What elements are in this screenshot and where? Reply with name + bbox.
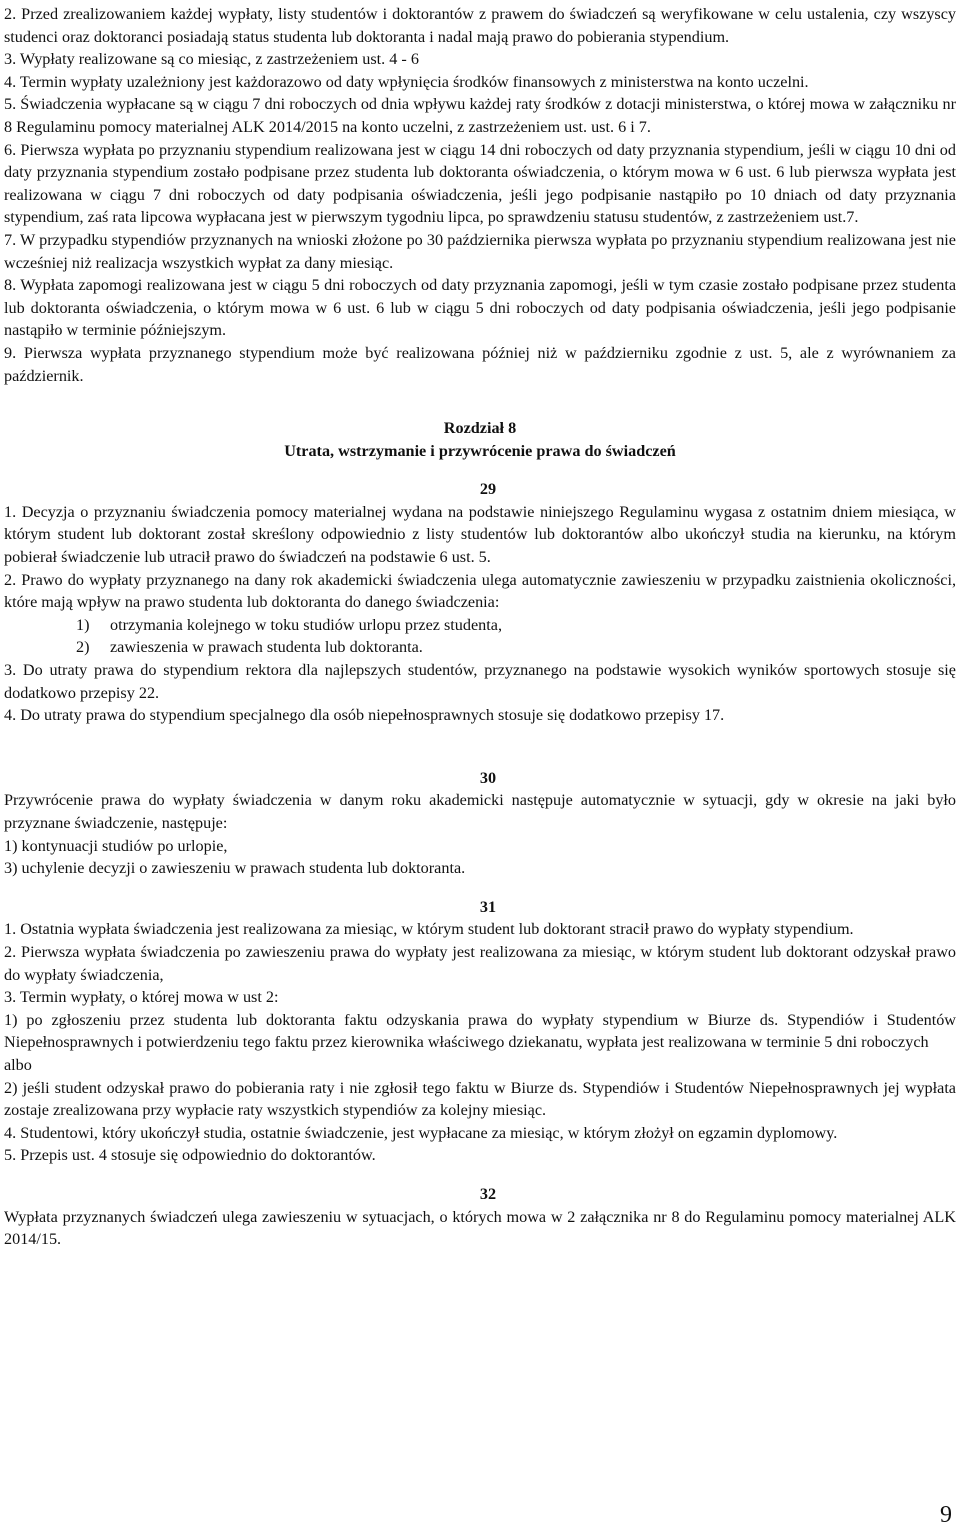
list-item [76,636,956,659]
paragraph-9: 9. Pierwsza wypłata przyznanego stypendium może być realizowana później niż w październiku zgodnie z ust. 5, ale z wyrównaniem za październik. [4,343,956,385]
s29-list [4,614,956,659]
s32-paragraph-1: Wypłata przyznanych świadczeń ulega zawieszeniu w sytuacjach, o których mowa w 2 załącznika nr 8 do Regulaminu pomocy materialnej ALK 2014/15. [4,1207,956,1249]
section-sign-icon [464,1187,476,1201]
section-31-heading [4,896,956,919]
list-item [76,614,956,637]
section-sign-icon [464,771,476,785]
section-sign-icon [464,900,476,914]
section-32-heading [4,1183,956,1206]
s31-paragraph-1: 1. Ostatnia wypłata świadczenia jest realizowana za miesiąc, w którym student lub doktorant stracił prawo do wypłaty stypendium. [4,920,854,939]
s31-paragraph-2: 2. Pierwsza wypłata świadczenia po zawieszeniu prawa do wypłaty jest realizowana za miesiąc, w którym student lub doktorant odzyskał prawo do wypłaty świadczenia, [4,942,956,984]
s31-paragraph-3: 3. Termin wypłaty, o której mowa w ust 2: [4,988,279,1007]
chapter-number: Rozdział 8 [443,419,517,438]
page-number: 9 [940,1502,952,1528]
paragraph-4: 4. Termin wypłaty uzależniony jest każdorazowo od daty wpłynięcia środków finansowych z ministerstwa na konto uczelni. [4,72,809,91]
s30-paragraph-3: 3) uchylenie decyzji o zawieszeniu w prawach studenta lub doktoranta. [4,859,466,878]
section-31-number: 31 [479,897,497,916]
s31-paragraph-8: 5. Przepis ust. 4 stosuje się odpowiednio do doktorantów. [4,1146,376,1165]
list-item-text: otrzymania kolejnego w toku studiów urlopu przez studenta, [110,615,503,634]
section-29-number: 29 [479,480,497,499]
paragraph-3: 3. Wypłaty realizowane są co miesiąc, z zastrzeżeniem ust. 4 - 6 [4,50,419,69]
section-30-number: 30 [479,768,497,787]
list-item-number: 2) [76,638,90,657]
s30-paragraph-2: 1) kontynuacji studiów po urlopie, [4,836,228,855]
paragraph-7: 7. W przypadku stypendiów przyznanych na wnioski złożone po 30 października pierwsza wypłata po przyznaniu stypendium realizowana jest nie wcześniej niż realizacja wszystkich wypłat za dany miesiąc. [4,230,956,272]
section-30-heading [4,767,956,790]
s31-paragraph-7: 4. Studentowi, który ukończył studia, ostatnie świadczenie, jest wypłacane za miesiąc, w którym złożył on egzamin dyplomowy. [4,1123,838,1142]
section-32-number: 32 [479,1184,497,1203]
paragraph-6: 6. Pierwsza wypłata po przyznaniu stypendium realizowana jest w ciągu 14 dni roboczych od daty przyznania stypendium, jeśli w ciągu 10 dni od daty przyznania stypendium zostało podpisane przez studenta lub doktoranta oświadczenia, o którym mowa w 6 ust. 6 lub pierwsza wypłata jest realizowana w ciągu 7 dni roboczych od daty podpisania oświadczenia, jeśli jego podpisanie nastąpiło po 10 dniach od daty przyznania stypendium, zaś rata lipcowa wypłacana jest w pierwszym tygodniu lipca, po sprawdzeniu statusu studentów, z zastrzeżeniem ust.7. [4,140,956,227]
paragraph-2: 2. Przed zrealizowaniem każdej wypłaty, listy studentów i doktorantów z prawem do świadczeń są weryfikowane w celu ustalenia, czy wszyscy studenci oraz doktoranci posiadają status studenta lub doktoranta i nadal mają prawo do pobierania stypendium. [4,5,956,46]
s31-paragraph-6: 2) jeśli student odzyskał prawo do pobierania raty i nie zgłosił tego faktu w Biurze ds. Stypendiów i Studentów Niepełnosprawnych jej wypłata zostaje zrealizowana przy wypłacie raty wszystkich stypendiów za kolejny miesiąc. [4,1078,956,1120]
list-item-number: 1) [76,615,90,634]
paragraph-5: 5. Świadczenia wypłacane są w ciągu 7 dni roboczych od dnia wpływu każdej raty środków z dotacji ministerstwa, o której mowa w załączniku nr 8 Regulaminu pomocy materialnej ALK 2014/2015 na konto uczelni, z zastrzeżeniem ust. ust. 6 i 7. [4,95,956,136]
s29-paragraph-3: 3. Do utraty prawa do stypendium rektora dla najlepszych studentów, przyznanego na podstawie wysokich wyników sportowych stosuje się dodatkowo przepisy 22. [4,661,956,702]
s30-paragraph-1: Przywrócenie prawa do wypłaty świadczenia w danym roku akademicki następuje automatycznie w sytuacji, gdy w okresie na jaki było przyznane świadczenie, następuje: [4,791,956,832]
list-item-text: zawieszenia w prawach studenta lub doktoranta. [110,638,423,657]
s31-paragraph-5: albo [4,1055,32,1074]
paragraph-8: 8. Wypłata zapomogi realizowana jest w ciągu 5 dni roboczych od daty przyznania zapomogi, jeśli w tym czasie zostało podpisane przez studenta lub doktoranta oświadczenia, o którym mowa w 6 ust. 6 lub w ciągu 5 dni roboczych od daty podpisania oświadczenia, jeśli jego podpisanie nastąpiło w terminie późniejszym. [4,276,956,340]
s29-paragraph-4: 4. Do utraty prawa do stypendium specjalnego dla osób niepełnosprawnych stosuje się dodatkowo przepisy 17. [4,706,725,725]
s29-paragraph-1: 1. Decyzja o przyznaniu świadczenia pomocy materialnej wydana na podstawie niniejszego Regulaminu wygasa z ostatnim dniem miesiąca, w którym student lub doktorant został skreślony odpowiednio z listy studentów lub doktorantów albo ukończył studia na kierunku, na którym pobierał świadczenie lub utracił prawo do świadczeń na podstawie 6 ust. 5. [4,502,956,567]
chapter-title: Utrata, wstrzymanie i przywrócenie prawa do świadczeń [284,441,676,460]
section-sign-icon [464,482,476,496]
s31-paragraph-4: 1) po zgłoszeniu przez studenta lub doktoranta faktu odzyskania prawa do wypłaty stypendium w Biurze ds. Stypendiów i Studentów Niepełnosprawnych i potwierdzeniu tego faktu przez kierownika właściwego dziekanatu, wypłata jest realizowana w terminie 5 dni roboczych [4,1010,956,1052]
document-page [4,3,956,1251]
section-29-heading [4,478,956,501]
s29-paragraph-2: 2. Prawo do wypłaty przyznanego na dany rok akademicki świadczenia ulega automatycznie zawieszeniu w przypadku zaistnienia okoliczności, które mają wpływ na prawo studenta lub doktoranta do danego świadczenia: [4,570,956,612]
